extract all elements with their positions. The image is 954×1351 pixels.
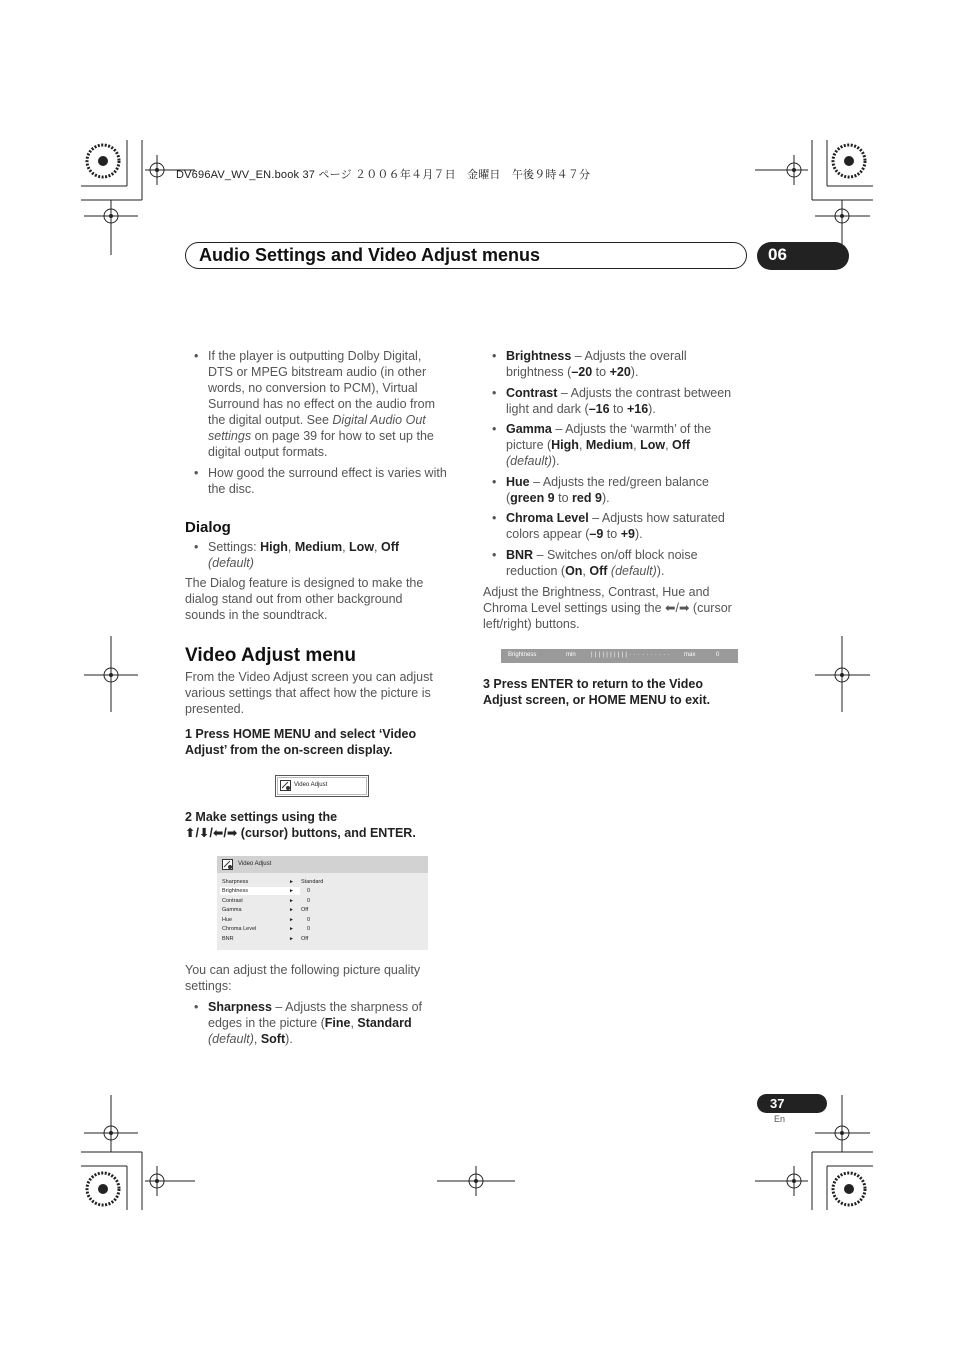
- bullet-contrast: [492, 385, 766, 417]
- text-line: reduction (On, Off (default)).: [506, 564, 665, 578]
- bullet-dot: •: [194, 1000, 199, 1014]
- osd-row-label: Brightness: [222, 888, 248, 894]
- text-line: brightness (–20 to +20).: [506, 365, 639, 379]
- text-line: 1 Press HOME MENU and select ‘Video: [185, 727, 417, 741]
- text-line: settings on page 39 for how to set up the: [208, 429, 434, 443]
- text-line: BNR – Switches on/off block noise: [506, 548, 698, 562]
- text-line: Adjust screen, or HOME MENU to exit.: [483, 693, 711, 707]
- text-line: sounds in the soundtrack.: [185, 608, 328, 622]
- osd-row-label: Hue: [222, 917, 233, 923]
- text-line: picture (High, Medium, Low, Off: [506, 438, 691, 452]
- bullet-dot: •: [194, 540, 199, 554]
- osd-row-value: Off: [301, 907, 309, 913]
- osd-row-arrow: ►: [289, 936, 294, 942]
- text-line: digital output formats.: [208, 445, 328, 459]
- text-line: Chroma Level settings using the ⬅/➡ (cursor: [483, 601, 732, 615]
- osd-row-label: Sharpness: [222, 879, 249, 885]
- bullet-brightness: [492, 348, 766, 380]
- osd-row-arrow: ►: [289, 907, 294, 913]
- bar-label: Brightness: [508, 652, 537, 658]
- dialog-settings: [194, 539, 468, 571]
- text-line: If the player is outputting Dolby Digital,: [208, 349, 422, 363]
- osd-row-label: BNR: [222, 936, 234, 942]
- chapter-title: Audio Settings and Video Adjust menus: [199, 245, 541, 265]
- osd-row-value: 0: [307, 917, 311, 923]
- video-adjust-intro: [185, 669, 465, 717]
- text-line: DTS or MPEG bitstream audio (in other: [208, 365, 427, 379]
- step-3: [483, 676, 773, 708]
- page-number-pill: [757, 1094, 827, 1113]
- bullet-dot: •: [492, 548, 497, 562]
- text-line: light and dark (–16 to +16).: [506, 402, 656, 416]
- osd-row-label: Gamma: [222, 907, 242, 913]
- video-adjust-heading: Video Adjust menu: [185, 645, 357, 666]
- adjust-intro: [185, 962, 465, 994]
- text-line: 2 Make settings using the: [185, 810, 338, 824]
- text-line: (default)).: [506, 454, 560, 468]
- osd-row-value: Off: [301, 936, 309, 942]
- dialog-heading: Dialog: [185, 519, 231, 536]
- video-adjust-icon: [280, 780, 291, 791]
- text-line: Surround has no effect on the audio from: [208, 397, 436, 411]
- osd-brightness-bar: [501, 649, 738, 663]
- adjust-instructions: [483, 584, 773, 632]
- text-line: words, no conversion to PCM), Virtual: [208, 381, 418, 395]
- text-line: Gamma – Adjusts the ‘warmth’ of the: [506, 422, 712, 436]
- text-line: the digital output. See Digital Audio Out: [208, 413, 426, 427]
- text-line: the disc.: [208, 482, 255, 496]
- text-line: Hue – Adjusts the red/green balance: [506, 475, 709, 489]
- bullet-dot: •: [492, 475, 497, 489]
- text-line: edges in the picture (Fine, Standard: [208, 1016, 412, 1030]
- text-line: left/right) buttons.: [483, 617, 580, 631]
- text-line: (default), Soft).: [208, 1032, 293, 1046]
- file-info-line: DV696AV_WV_EN.book 37 ページ ２００６年４月７日 金曜日 午後９時４７分: [176, 169, 591, 181]
- bullet-gamma: [492, 421, 766, 469]
- text-line: 3 Press ENTER to return to the Video: [483, 677, 703, 691]
- text-line: various settings that affect how the picture is: [185, 686, 431, 700]
- text-line: You can adjust the following picture quality: [185, 963, 421, 977]
- step-1: [185, 726, 465, 758]
- osd-row-value: 0: [307, 898, 311, 904]
- text-line: How good the surround effect is varies with: [208, 466, 447, 480]
- osd-item-label: Video Adjust: [294, 782, 328, 788]
- text-line: Adjust’ from the on-screen display.: [185, 743, 393, 757]
- page-number: 37: [770, 1096, 785, 1111]
- bullet-surround-effect: [194, 465, 468, 497]
- cross-reference: Digital Audio Out: [332, 413, 426, 427]
- bullet-bnr: [492, 547, 766, 579]
- bullet-dot: •: [492, 511, 497, 525]
- chapter-number: 06: [768, 245, 787, 264]
- bullet-sharpness: [194, 999, 468, 1047]
- text-line: (green 9 to red 9).: [506, 491, 610, 505]
- bar-value: 0: [716, 652, 720, 658]
- osd-row-label: Contrast: [222, 898, 243, 904]
- osd-row-value: Standard: [301, 879, 324, 885]
- page-language: En: [774, 1114, 786, 1124]
- bullet-virtual-surround: [194, 348, 468, 460]
- bullet-dot: •: [492, 386, 497, 400]
- bullet-dot: •: [194, 349, 199, 363]
- text-line: Brightness – Adjusts the overall: [506, 349, 687, 363]
- bullet-dot: •: [492, 349, 497, 363]
- osd-title: Video Adjust: [238, 861, 272, 867]
- video-adjust-icon: [222, 859, 233, 870]
- text-line: The Dialog feature is designed to make the: [185, 576, 424, 590]
- bullet-dot: •: [194, 466, 199, 480]
- text-line: Sharpness – Adjusts the sharpness of: [208, 1000, 423, 1014]
- bar-max-label: max: [684, 652, 696, 658]
- text-line: Settings: High, Medium, Low, Off: [208, 540, 400, 554]
- text-line: (default): [208, 556, 254, 570]
- text-line: settings:: [185, 979, 232, 993]
- bar-ticks: | | | | | | | | | | · · · · · · · · · ·: [591, 652, 670, 658]
- bullet-hue: [492, 474, 766, 506]
- cross-reference: settings: [208, 429, 252, 443]
- osd-row-arrow: ►: [289, 917, 294, 923]
- osd-video-adjust-menu-item: [275, 775, 369, 797]
- text-line: Contrast – Adjusts the contrast between: [506, 386, 732, 400]
- osd-row-arrow: ►: [289, 926, 294, 932]
- text-line: presented.: [185, 702, 245, 716]
- bar-min-label: min: [566, 652, 576, 658]
- osd-row-value: 0: [307, 888, 311, 894]
- osd-video-adjust-screen: [217, 856, 428, 950]
- text-line: Adjust the Brightness, Contrast, Hue and: [483, 585, 710, 599]
- text-line: dialog stand out from other background: [185, 592, 403, 606]
- osd-row-arrow: ►: [289, 888, 294, 894]
- bullet-chroma-level: [492, 510, 766, 542]
- osd-row-arrow: ►: [289, 879, 294, 885]
- text-line: ⬆/⬇/⬅/➡ (cursor) buttons, and ENTER.: [185, 826, 416, 840]
- bullet-dot: •: [492, 422, 497, 436]
- osd-row-arrow: ►: [289, 898, 294, 904]
- osd-row-label: Chroma Level: [222, 926, 257, 932]
- text-line: From the Video Adjust screen you can adjust: [185, 670, 433, 684]
- text-line: Chroma Level – Adjusts how saturated: [506, 511, 725, 525]
- step-2: [185, 809, 465, 841]
- dialog-description: [185, 575, 465, 623]
- text-line: colors appear (–9 to +9).: [506, 527, 643, 541]
- osd-row-value: 0: [307, 926, 311, 932]
